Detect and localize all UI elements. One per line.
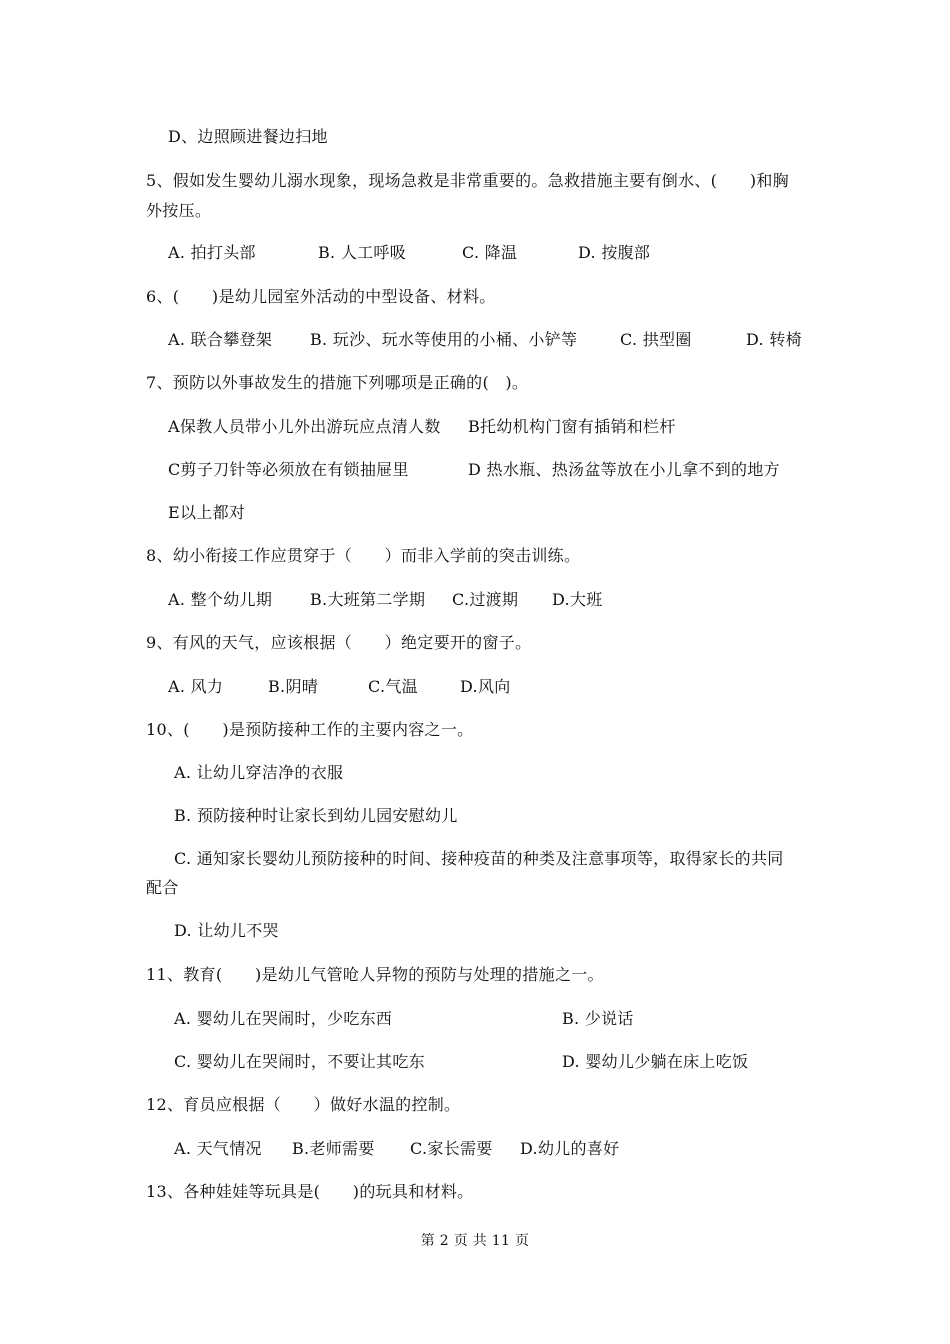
q5-stem-line1: 5、假如发生婴幼儿溺水现象，现场急救是非常重要的。急救措施主要有倒水、( )和胸 — [146, 171, 789, 190]
q10-option-b: B. 预防接种时让家长到幼儿园安慰幼儿 — [174, 806, 458, 825]
q11-option-c: C. 婴幼儿在哭闹时，不要让其吃东 — [174, 1052, 425, 1071]
q9-option-a: A. 风力 — [168, 677, 224, 696]
q7-option-b: B托幼机构门窗有插销和栏杆 — [468, 417, 676, 436]
q7-option-d: D 热水瓶、热汤盆等放在小儿拿不到的地方 — [468, 460, 780, 479]
q5-option-d: D. 按腹部 — [578, 243, 651, 262]
q12-option-c: C.家长需要 — [410, 1139, 493, 1158]
q10-stem: 10、( )是预防接种工作的主要内容之一。 — [146, 720, 474, 739]
q9-option-c: C.气温 — [368, 677, 418, 696]
q8-option-d: D.大班 — [552, 590, 603, 609]
q12-option-b: B.老师需要 — [292, 1139, 375, 1158]
q6-option-b: B. 玩沙、玩水等使用的小桶、小铲等 — [310, 330, 578, 349]
q12-option-d: D.幼儿的喜好 — [520, 1139, 620, 1158]
q5-option-b: B. 人工呼吸 — [318, 243, 407, 262]
q8-option-a: A. 整个幼儿期 — [168, 590, 273, 609]
q6-option-a: A. 联合攀登架 — [168, 330, 273, 349]
q10-option-c-line2: 配合 — [146, 878, 179, 897]
q7-option-e: E以上都对 — [168, 503, 246, 522]
q11-option-b: B. 少说话 — [562, 1009, 634, 1028]
q5-option-a: A. 拍打头部 — [168, 243, 256, 262]
q9-option-b: B.阴晴 — [268, 677, 319, 696]
page-footer: 第 2 页 共 11 页 — [420, 1233, 530, 1249]
q8-option-c: C.过渡期 — [452, 590, 519, 609]
q5-stem-line2: 外按压。 — [146, 201, 212, 220]
q4-option-d: D、边照顾进餐边扫地 — [168, 127, 328, 146]
q9-option-d: D.风向 — [460, 677, 511, 696]
q6-stem: 6、( )是幼儿园室外活动的中型设备、材料。 — [146, 287, 496, 306]
q11-option-a: A. 婴幼儿在哭闹时，少吃东西 — [174, 1009, 393, 1028]
q7-option-c: C剪子刀针等必须放在有锁抽屉里 — [168, 460, 409, 479]
q10-option-c-line1: C. 通知家长婴幼儿预防接种的时间、接种疫苗的种类及注意事项等，取得家长的共同 — [174, 849, 784, 868]
q12-option-a: A. 天气情况 — [174, 1139, 262, 1158]
q10-option-a: A. 让幼儿穿洁净的衣服 — [174, 763, 344, 782]
q7-option-a: A保教人员带小儿外出游玩应点清人数 — [168, 417, 441, 436]
q5-option-c: C. 降温 — [462, 243, 518, 262]
q7-stem: 7、预防以外事故发生的措施下列哪项是正确的( )。 — [146, 373, 529, 392]
q9-stem: 9、有风的天气，应该根据（ ）绝定要开的窗子。 — [146, 633, 532, 652]
q11-option-d: D. 婴幼儿少躺在床上吃饭 — [562, 1052, 749, 1071]
q6-option-c: C. 拱型圈 — [620, 330, 692, 349]
q11-stem: 11、教育( )是幼儿气管呛人异物的预防与处理的措施之一。 — [146, 965, 604, 984]
q6-option-d: D. 转椅 — [746, 330, 802, 349]
q13-stem: 13、各种娃娃等玩具是( )的玩具和材料。 — [146, 1182, 474, 1201]
q8-stem: 8、幼小衔接工作应贯穿于（ ）而非入学前的突击训练。 — [146, 546, 581, 565]
q10-option-d: D. 让幼儿不哭 — [174, 921, 279, 940]
q8-option-b: B.大班第二学期 — [310, 590, 426, 609]
q12-stem: 12、育员应根据（ ）做好水温的控制。 — [146, 1095, 461, 1114]
